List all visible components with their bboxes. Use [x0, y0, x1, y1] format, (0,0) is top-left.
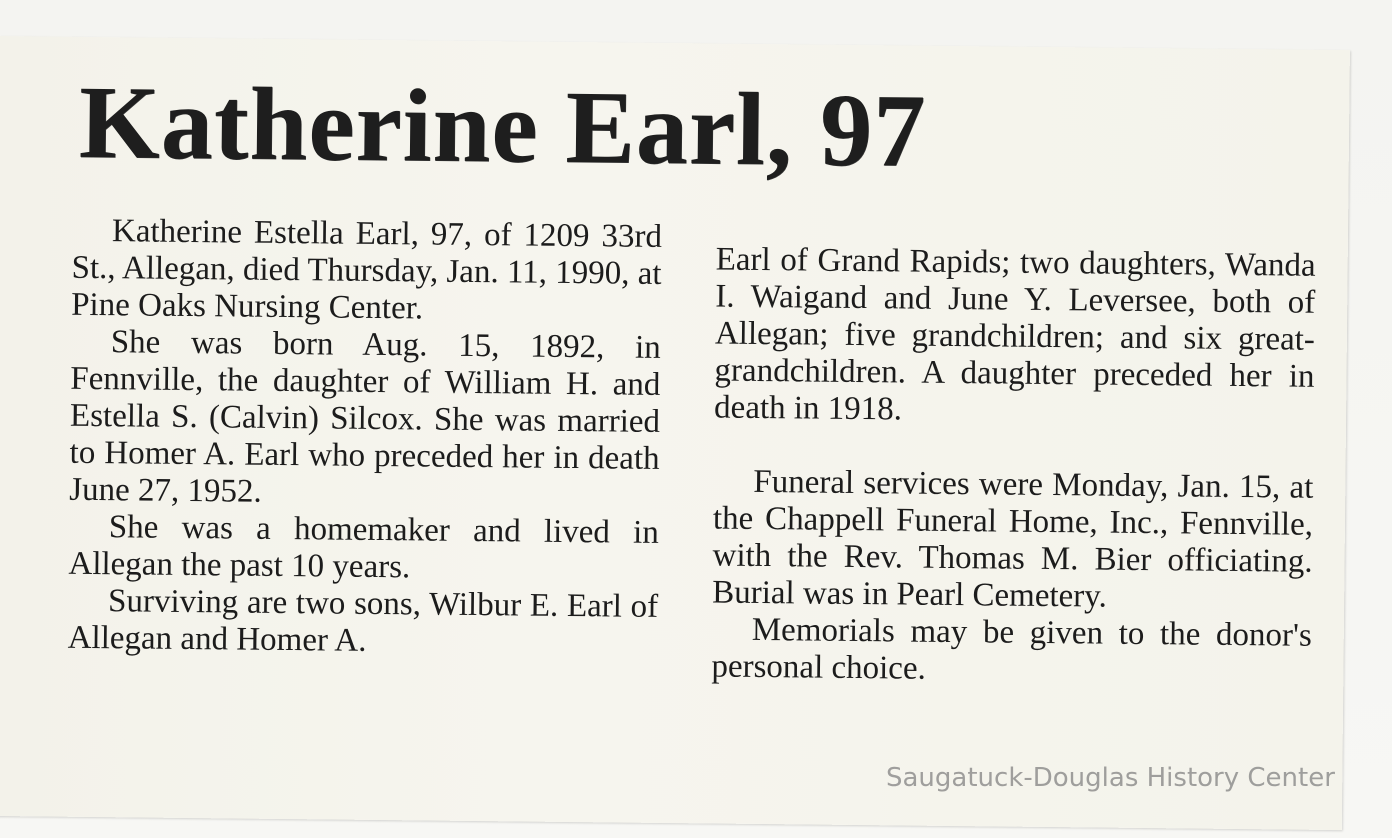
paragraph-birth-marriage: She was born Aug. 15, 1892, in Fennville, the daughter of William H. and Estella S. (Calvin) Silcox. She was married to Homer A. Earl who preceded her in death June 27, 1952.	[69, 324, 661, 510]
obituary-right-column	[711, 242, 1316, 692]
paragraph-survivors-continued: Earl of Grand Rapids; two daughters, Wanda I. Waigand and June Y. Leversee, both of Allegan; five grandchildren; and six great-grandchildren. A daughter preceded her in death in 1918.	[713, 241, 1316, 428]
paragraph-survivors-start: Surviving are two sons, Wilbur E. Earl of Allegan and Homer A.	[67, 583, 659, 659]
obituary-left-column	[68, 213, 663, 663]
obituary-headline: Katherine Earl, 97	[78, 64, 927, 189]
paragraph-death-notice: Katherine Estella Earl, 97, of 1209 33rd St., Allegan, died Thursday, Jan. 11, 1990, at Pine Oaks Nursing Center.	[71, 213, 663, 327]
newspaper-clipping	[0, 36, 1350, 830]
paragraph-memorials: Memorials may be given to the donor's personal choice.	[711, 611, 1312, 687]
history-center-watermark: Saugatuck-Douglas History Center	[886, 763, 1335, 793]
paragraph-funeral-services: Funeral services were Monday, Jan. 15, at the Chappell Funeral Home, Inc., Fennville, with the Rev. Thomas M. Bier officiating. Burial was in Pearl Cemetery.	[712, 463, 1314, 615]
paragraph-homemaker: She was a homemaker and lived in Allegan the past 10 years.	[68, 509, 660, 586]
